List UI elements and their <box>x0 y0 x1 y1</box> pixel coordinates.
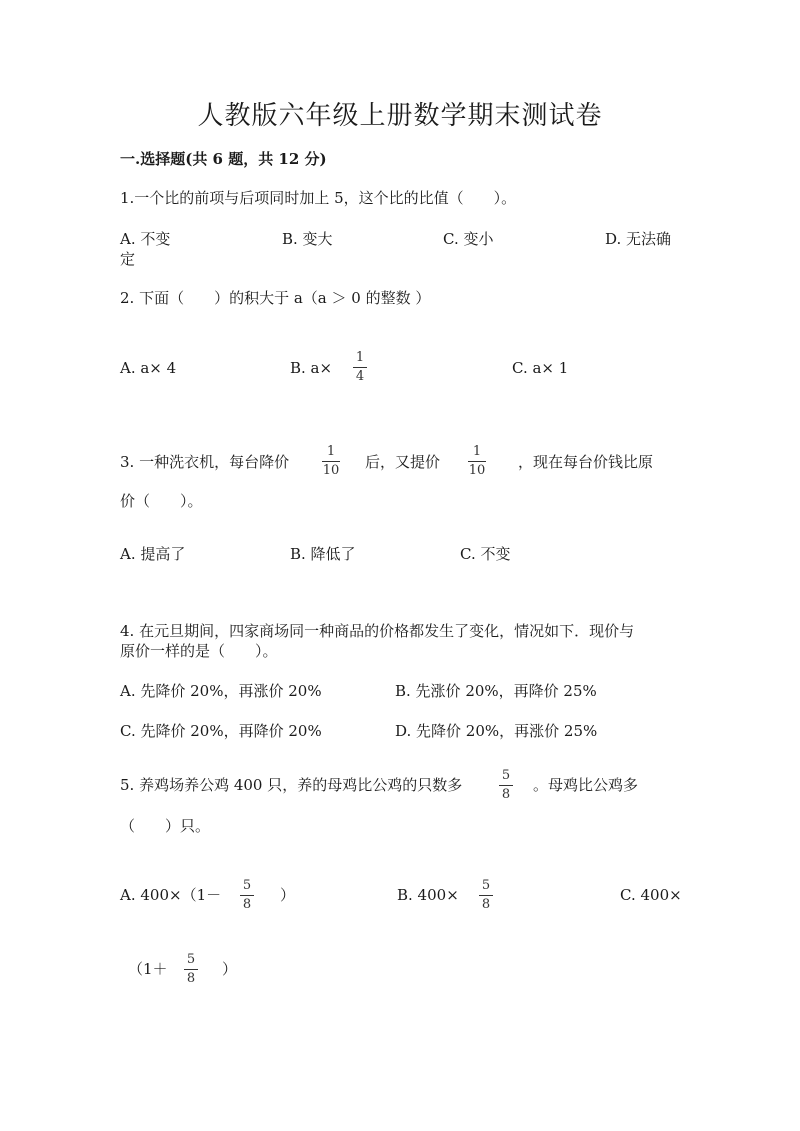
question-3-option-a: A. 提高了 <box>120 545 186 563</box>
question-3-option-c: C. 不变 <box>460 545 511 563</box>
question-5-option-c-fraction <box>184 953 198 986</box>
question-4-stem-line-1: 4. 在元旦期间，四家商场同一种商品的价格都发生了变化，情况如下．现价与 <box>120 622 635 640</box>
fraction-numerator: 1 <box>355 350 365 365</box>
question-1-stem: 1.一个比的前项与后项同时加上 5，这个比的比值（ ）。 <box>120 189 517 207</box>
question-2-option-c: C. a× 1 <box>512 359 569 377</box>
question-5-fraction <box>499 769 513 802</box>
question-2-option-a: A. a× 4 <box>120 359 177 377</box>
fraction-bar <box>468 461 486 462</box>
fraction-bar <box>184 969 198 970</box>
question-5-option-a-close: ） <box>280 886 296 904</box>
page-title: 人教版六年级上册数学期末测试卷 <box>197 101 603 131</box>
fraction-numerator: 1 <box>472 444 482 459</box>
fraction-bar <box>353 367 367 368</box>
question-3-stem-part-4: 价（ ）。 <box>120 492 203 510</box>
question-5-stem-part-2: 。母鸡比公鸡多 <box>533 776 639 794</box>
fraction-denominator: 4 <box>355 369 365 384</box>
fraction-denominator: 8 <box>186 971 196 986</box>
fraction-numerator: 5 <box>242 878 252 893</box>
question-3-fraction-2 <box>468 445 486 478</box>
fraction-numerator: 5 <box>186 952 196 967</box>
fraction-numerator: 5 <box>481 878 491 893</box>
question-1-option-d-cont: 定 <box>120 250 136 268</box>
fraction-denominator: 10 <box>322 463 340 478</box>
question-4-option-c: C. 先降价 20%，再降价 20% <box>120 722 322 740</box>
question-1-option-d: D. 无法确 <box>605 230 672 248</box>
question-5-option-c-cont: （1＋ <box>128 960 168 978</box>
fraction-denominator: 10 <box>468 463 486 478</box>
question-5-option-a: A. 400×（1－ <box>120 886 222 904</box>
question-3-stem-part-1: 3. 一种洗衣机，每台降价 <box>120 453 290 471</box>
question-1-option-a: A. 不变 <box>120 230 171 248</box>
question-5-stem-part-1: 5. 养鸡场养公鸡 400 只，养的母鸡比公鸡的只数多 <box>120 776 463 794</box>
question-5-stem-part-3: （ ）只。 <box>120 817 211 835</box>
question-2-fraction <box>353 351 367 384</box>
question-1-option-b: B. 变大 <box>282 230 333 248</box>
question-1-option-c: C. 变小 <box>443 230 494 248</box>
question-3-fraction-1 <box>322 445 340 478</box>
question-3-stem-part-2: 后，又提价 <box>365 453 441 471</box>
question-5-option-c: C. 400× <box>620 886 682 904</box>
fraction-bar <box>479 895 493 896</box>
question-5-option-b: B. 400× <box>397 886 459 904</box>
question-5-option-b-fraction <box>479 879 493 912</box>
fraction-bar <box>240 895 254 896</box>
fraction-denominator: 8 <box>501 787 511 802</box>
question-5-option-a-fraction <box>240 879 254 912</box>
fraction-numerator: 1 <box>326 444 336 459</box>
fraction-denominator: 8 <box>242 897 252 912</box>
question-2-stem: 2. 下面（ ）的积大于 a（a ＞ 0 的整数 ） <box>120 289 431 307</box>
question-4-stem-line-2: 原价一样的是（ ）。 <box>120 642 278 660</box>
fraction-bar <box>499 785 513 786</box>
question-3-stem-part-3: ，现在每台价钱比原 <box>518 453 654 471</box>
question-3-option-b: B. 降低了 <box>290 545 356 563</box>
question-4-option-a: A. 先降价 20%，再涨价 20% <box>120 682 322 700</box>
question-5-option-c-close: ） <box>222 960 238 978</box>
section-heading: 一.选择题(共 6 题，共 12 分) <box>120 150 327 168</box>
fraction-denominator: 8 <box>481 897 491 912</box>
fraction-numerator: 5 <box>501 768 511 783</box>
question-4-option-d: D. 先降价 20%，再涨价 25% <box>395 722 598 740</box>
question-2-option-b: B. a× <box>290 359 333 377</box>
fraction-bar <box>322 461 340 462</box>
question-4-option-b: B. 先涨价 20%，再降价 25% <box>395 682 597 700</box>
